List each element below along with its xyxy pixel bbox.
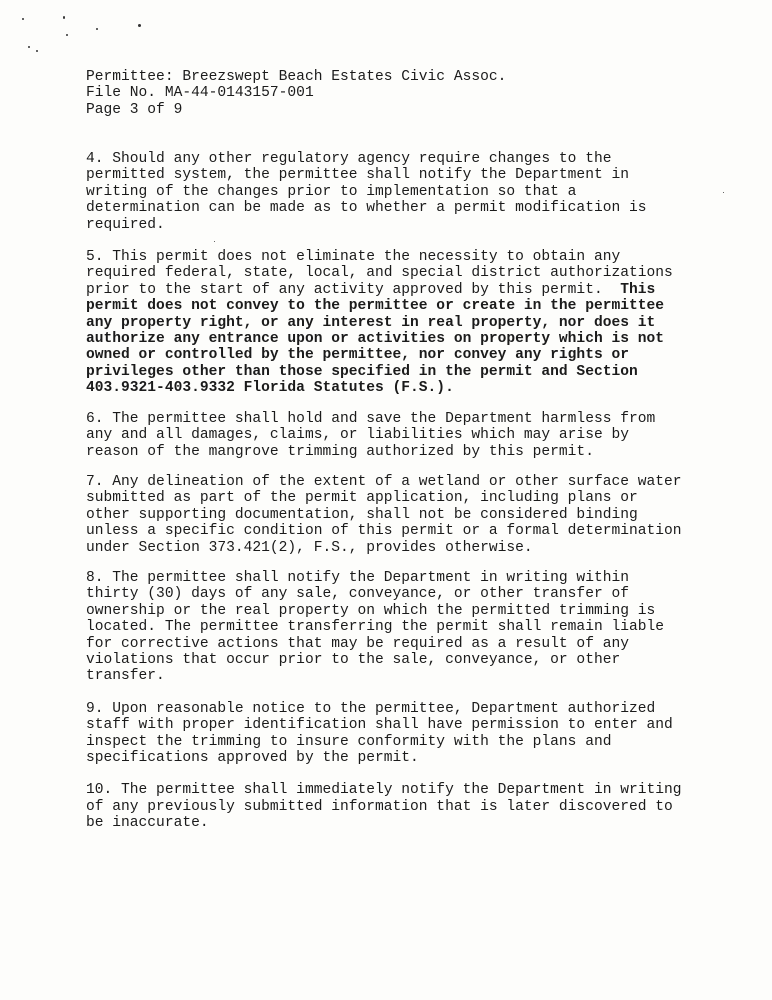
document-header (86, 69, 686, 118)
permittee-line: Permittee: Breezswept Beach Estates Civic Assoc. (86, 69, 507, 85)
scan-speck (723, 192, 724, 193)
scan-speck (36, 50, 38, 52)
condition-9: 9. Upon reasonable notice to the permittee, Department authorized staff with proper identification shall have permission to enter and inspect the trimming to insure conformity with the plans and specifications approved by the permit. (86, 700, 673, 766)
scan-speck (63, 16, 65, 19)
condition-7: 7. Any delineation of the extent of a wetland or other surface water submitted as part of the permit application, including plans or other supporting documentation, shall not be considered binding unless a specific condition of this permit or a formal determination under Section 373.421(2), F.S., provides otherwise. (86, 473, 682, 556)
condition-4: 4. Should any other regulatory agency require changes to the permitted system, the permittee shall notify the Department in writing of the changes prior to implementation so that a determination can be made as to whether a permit modification is required. (86, 151, 647, 233)
page-number-line: Page 3 of 9 (86, 101, 183, 118)
scan-speck (96, 28, 98, 30)
scan-speck (28, 46, 30, 48)
condition-10: 10. The permittee shall immediately notify the Department in writing of any previously submitted information that is later discovered to be inaccurate. (86, 782, 682, 832)
condition-5-bold-text: This permit does not convey to the permittee or create in the permittee any property right, or any interest in real property, nor does it authorize any entrance upon or activities on property which is not owned or controlled by the permittee, nor convey any rights or privileges other than those specified in the permit and Section 403.9321-403.9332 Florida Statutes (F.S.). (86, 281, 665, 397)
condition-5-text: 5. This permit does not eliminate the necessity to obtain any required federal, state, local, and special district authorizations prior to the start of any activity approved by this permit. (86, 249, 673, 298)
scan-speck (22, 18, 24, 20)
permit-conditions (86, 151, 686, 848)
condition-8: 8. The permittee shall notify the Department in writing within thirty (30) days of any sale, conveyance, or other transfer of ownership or the real property on which the permitted trimming is located. The permittee transferring the permit shall remain liable for corrective actions that may be required as a result of any violations that occur prior to the sale, conveyance, or other transfer. (86, 569, 665, 685)
file-number-line: File No. MA-44-0143157-001 (86, 85, 314, 102)
scan-speck (66, 34, 68, 36)
condition-5 (86, 249, 686, 397)
scan-speck (138, 24, 141, 27)
condition-6: 6. The permittee shall hold and save the Department harmless from any and all damages, claims, or liabilities which may arise by reason of the mangrove trimming authorized by this permit. (86, 410, 656, 460)
